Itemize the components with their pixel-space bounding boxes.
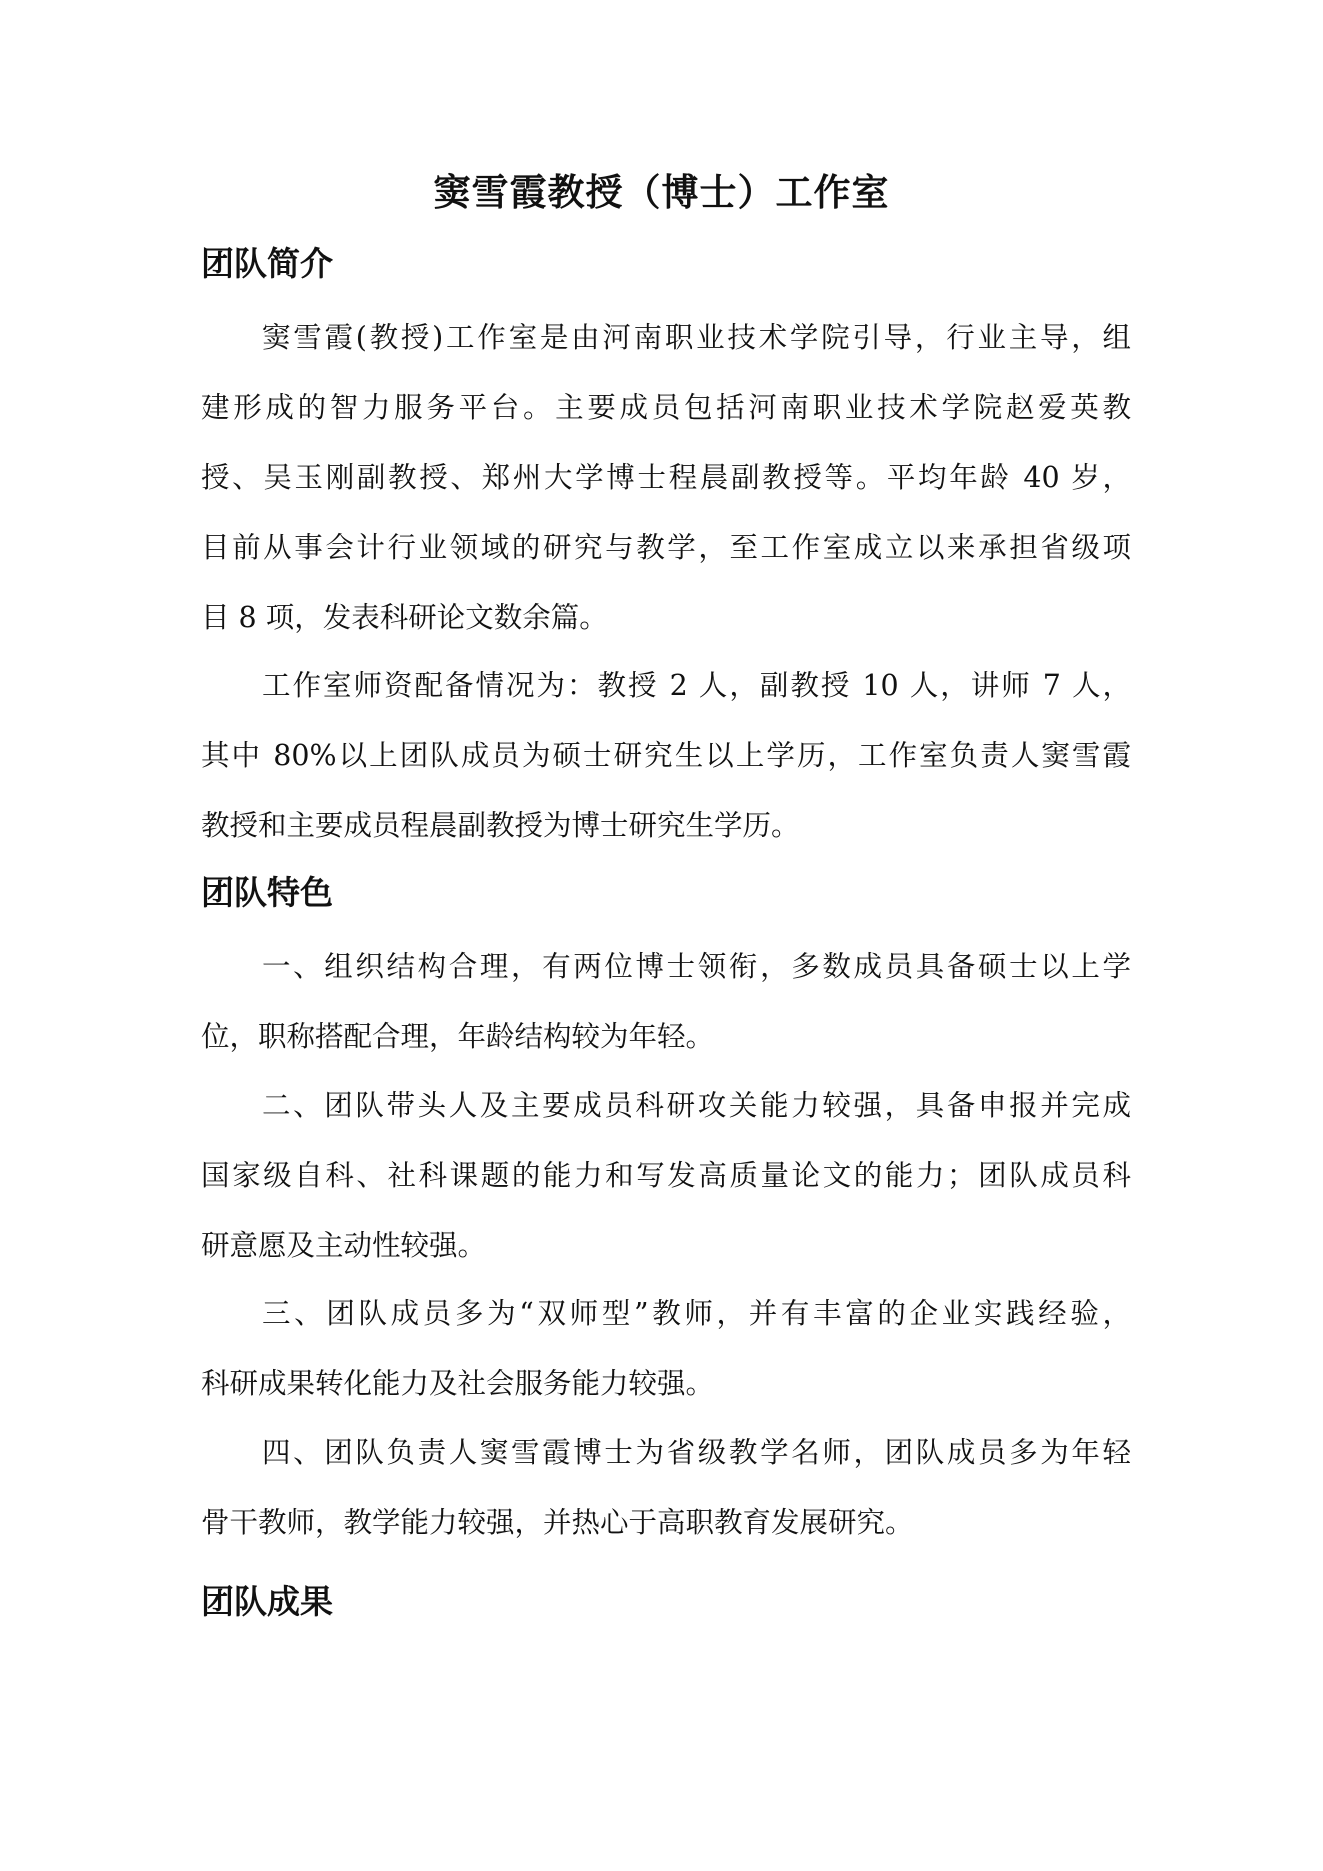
features-paragraph-2 bbox=[201, 1071, 1131, 1281]
section-heading-achievements: 团队成果 bbox=[201, 1582, 333, 1621]
paragraph-line: 目 8 项，发表科研论文数余篇。 bbox=[201, 601, 608, 634]
intro-paragraph-1 bbox=[201, 303, 1131, 653]
paragraph-line: 国家级自科、社科课题的能力和写发高质量论文的能力；团队成员科 bbox=[201, 1159, 1131, 1192]
paragraph-line: 骨干教师，教学能力较强，并热心于高职教育发展研究。 bbox=[201, 1506, 914, 1539]
paragraph-line: 教授和主要成员程晨副教授为博士研究生学历。 bbox=[201, 809, 800, 842]
paragraph-line: 研意愿及主动性较强。 bbox=[201, 1229, 487, 1262]
features-paragraph-4 bbox=[201, 1418, 1131, 1558]
paragraph-line: 三、团队成员多为“双师型”教师，并有丰富的企业实践经验， bbox=[262, 1297, 1131, 1330]
paragraph-line: 建形成的智力服务平台。主要成员包括河南职业技术学院赵爱英教 bbox=[201, 391, 1131, 424]
paragraph-line: 工作室师资配备情况为：教授 2 人，副教授 10 人，讲师 7 人， bbox=[262, 669, 1131, 702]
paragraph-line: 位，职称搭配合理，年龄结构较为年轻。 bbox=[201, 1020, 715, 1053]
paragraph-line: 二、团队带头人及主要成员科研攻关能力较强，具备申报并完成 bbox=[262, 1089, 1131, 1122]
paragraph-line: 科研成果转化能力及社会服务能力较强。 bbox=[201, 1367, 715, 1400]
paragraph-line: 四、团队负责人窦雪霞博士为省级教学名师，团队成员多为年轻 bbox=[262, 1436, 1131, 1469]
paragraph-line: 其中 80%以上团队成员为硕士研究生以上学历，工作室负责人窦雪霞 bbox=[201, 739, 1131, 772]
document-title: 窦雪霞教授（博士）工作室 bbox=[433, 171, 890, 214]
intro-paragraph-2 bbox=[201, 651, 1131, 861]
paragraph-line: 目前从事会计行业领域的研究与教学，至工作室成立以来承担省级项 bbox=[201, 531, 1131, 564]
features-paragraph-1 bbox=[201, 932, 1131, 1072]
features-paragraph-3 bbox=[201, 1279, 1131, 1419]
section-heading-features: 团队特色 bbox=[201, 873, 333, 912]
paragraph-line: 窦雪霞(教授)工作室是由河南职业技术学院引导，行业主导，组 bbox=[262, 321, 1131, 354]
paragraph-line: 一、组织结构合理，有两位博士领衔，多数成员具备硕士以上学 bbox=[262, 950, 1131, 983]
section-heading-intro: 团队简介 bbox=[201, 244, 333, 283]
paragraph-line: 授、吴玉刚副教授、郑州大学博士程晨副教授等。平均年龄 40 岁， bbox=[201, 461, 1131, 494]
